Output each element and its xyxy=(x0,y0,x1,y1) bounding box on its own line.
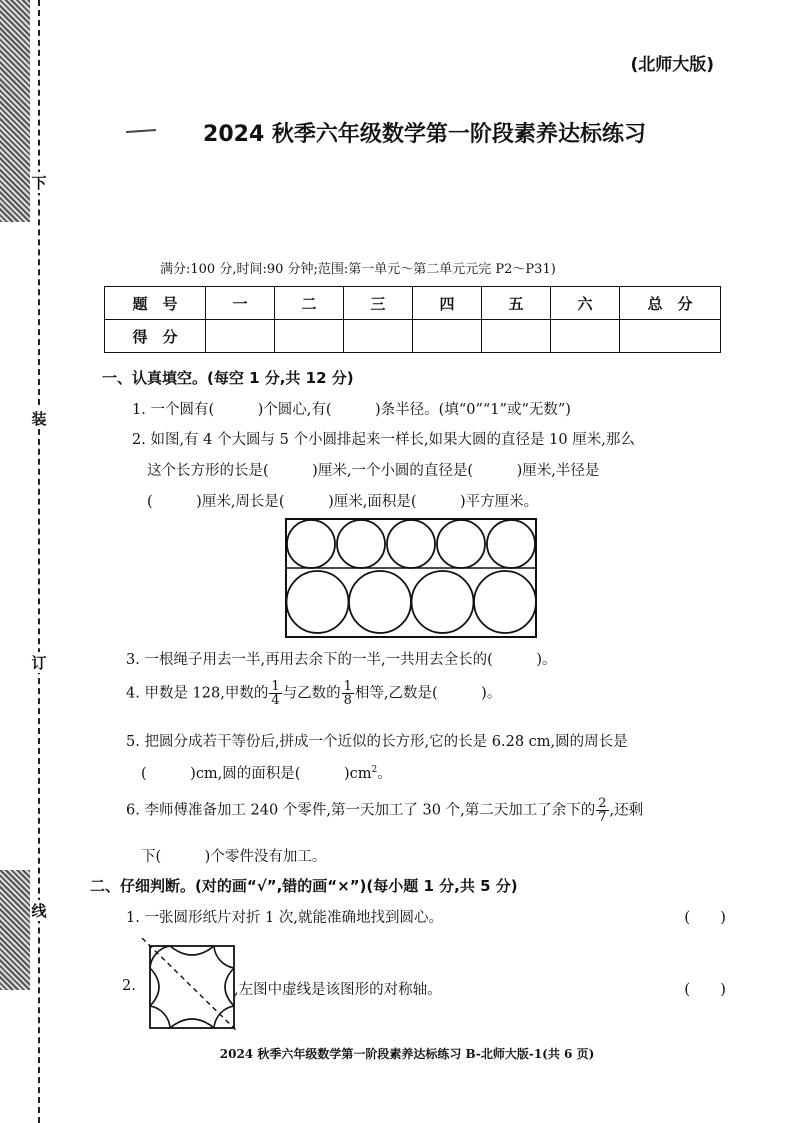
score-table-header-row xyxy=(105,287,721,320)
judgement-1-answer-box[interactable]: ( ) xyxy=(684,908,726,926)
superscript-two: 2 xyxy=(371,765,378,776)
curve-edge xyxy=(170,1019,214,1028)
margin-char-xian: 线 xyxy=(31,902,47,920)
score-cell[interactable] xyxy=(551,320,620,353)
judgement-2-number: 2. xyxy=(122,978,136,994)
question-1-5-line1: 5. 把圆分成若干等份后,拼成一个近似的长方形,它的长是 6.28 cm,圆的周长是 xyxy=(126,734,628,750)
question-1-4-text-a: 4. 甲数是 128,甲数的 xyxy=(126,685,269,702)
margin-char-xia: 下 xyxy=(31,174,47,192)
question-1-2-line1: 2. 如图,有 4 个大圆与 5 个小圆排起来一样长,如果大圆的直径是 10 厘米,那么 xyxy=(132,432,635,448)
judgement-2: ,左图中虚线是该图形的对称轴。 xyxy=(234,982,442,998)
curve-edge xyxy=(170,946,214,955)
score-cell[interactable] xyxy=(206,320,275,353)
small-circle xyxy=(287,520,335,568)
judgement-1: 1. 一张圆形纸片对折 1 次,就能准确地找到圆心。 xyxy=(126,910,443,926)
question-1-5-text-a: ( )cm,圆的面积是( )cm xyxy=(141,766,372,782)
symmetry-figure xyxy=(140,938,240,1032)
corner-arc xyxy=(150,1006,170,1028)
large-circle xyxy=(287,571,349,633)
question-1-4-text-b: 与乙数的 xyxy=(282,685,341,702)
section1-heading: 一、认真填空。(每空 1 分,共 12 分) xyxy=(102,369,354,387)
score-header-cell: 四 xyxy=(413,287,482,320)
question-1-6-line2: 下( )个零件没有加工。 xyxy=(141,849,327,865)
section2-heading: 二、仔细判断。(对的画“√”,错的画“×”)(每小题 1 分,共 5 分) xyxy=(90,877,518,895)
question-1-2-line2: 这个长方形的长是( )厘米,一个小圆的直径是( )厘米,半径是 xyxy=(147,463,600,479)
score-cell[interactable] xyxy=(344,320,413,353)
exam-info: 满分:100 分,时间:90 分钟;范围:第一单元～第二单元元完 P2～P31) xyxy=(160,262,556,277)
question-1-4-text-c: 相等,乙数是( )。 xyxy=(354,685,502,702)
curve-edge xyxy=(225,968,234,1006)
figure-rectangle xyxy=(286,519,536,637)
small-circle xyxy=(437,520,485,568)
score-header-cell: 总 分 xyxy=(620,287,721,320)
question-1-5-text-b: 。 xyxy=(377,766,392,782)
small-circle xyxy=(487,520,535,568)
binding-margin xyxy=(0,0,48,1123)
question-1-4 xyxy=(126,680,501,707)
fraction-two-sevenths: $\frac{2}{7}$ xyxy=(598,796,607,825)
dashed-diagonal-axis xyxy=(142,938,238,1032)
score-table-score-row xyxy=(105,320,721,353)
margin-hatch-top xyxy=(0,0,30,222)
question-1-3: 3. 一根绳子用去一半,再用去余下的一半,一共用去全长的( )。 xyxy=(126,652,557,668)
curve-edge xyxy=(150,968,159,1006)
edition-label: (北师大版) xyxy=(630,55,714,75)
score-cell[interactable] xyxy=(620,320,721,353)
score-table xyxy=(104,286,721,353)
question-1-2-line3: ( )厘米,周长是( )厘米,面积是( )平方厘米。 xyxy=(147,494,539,510)
score-header-cell: 二 xyxy=(275,287,344,320)
question-1-6-text-a: 6. 李师傅准备加工 240 个零件,第一天加工了 30 个,第二天加工了余下的 xyxy=(126,802,596,819)
score-cell[interactable] xyxy=(482,320,551,353)
fraction-one-eighth: $\frac{1}{8}$ xyxy=(343,679,352,708)
large-circle xyxy=(412,571,474,633)
score-cell[interactable] xyxy=(413,320,482,353)
score-cell[interactable] xyxy=(275,320,344,353)
margin-char-zhuang: 装 xyxy=(31,410,47,428)
question-1-6-line1 xyxy=(126,797,643,824)
score-header-cell: 题 号 xyxy=(105,287,206,320)
margin-char-ding: 订 xyxy=(31,654,47,672)
corner-arc xyxy=(214,946,234,968)
cut-line xyxy=(38,0,40,1123)
page-footer: 2024 秋季六年级数学第一阶段素养达标练习 B-北师大版-1(共 6 页) xyxy=(219,1047,595,1061)
question-1-1: 1. 一个圆有( )个圆心,有( )条半径。(填“0”“1”或“无数”) xyxy=(132,402,571,418)
fraction-one-quarter: $\frac{1}{4}$ xyxy=(271,679,280,708)
score-header-cell: 三 xyxy=(344,287,413,320)
small-circle xyxy=(337,520,385,568)
score-header-cell: 五 xyxy=(482,287,551,320)
corner-arc xyxy=(150,946,170,968)
question-1-5-line2 xyxy=(141,762,392,783)
judgement-2-answer-box[interactable]: ( ) xyxy=(684,980,726,998)
corner-arc xyxy=(214,1006,234,1028)
margin-hatch-bottom xyxy=(0,870,30,990)
page-title: 2024 秋季六年级数学第一阶段素养达标练习 xyxy=(203,122,646,147)
question-1-6-text-b: ,还剩 xyxy=(609,802,644,819)
circles-rectangle-figure xyxy=(285,518,537,638)
large-circle xyxy=(474,571,536,633)
score-header-cell: 一 xyxy=(206,287,275,320)
large-circle xyxy=(349,571,411,633)
score-header-cell: 六 xyxy=(551,287,620,320)
score-row-label: 得 分 xyxy=(105,320,206,353)
small-circle xyxy=(387,520,435,568)
